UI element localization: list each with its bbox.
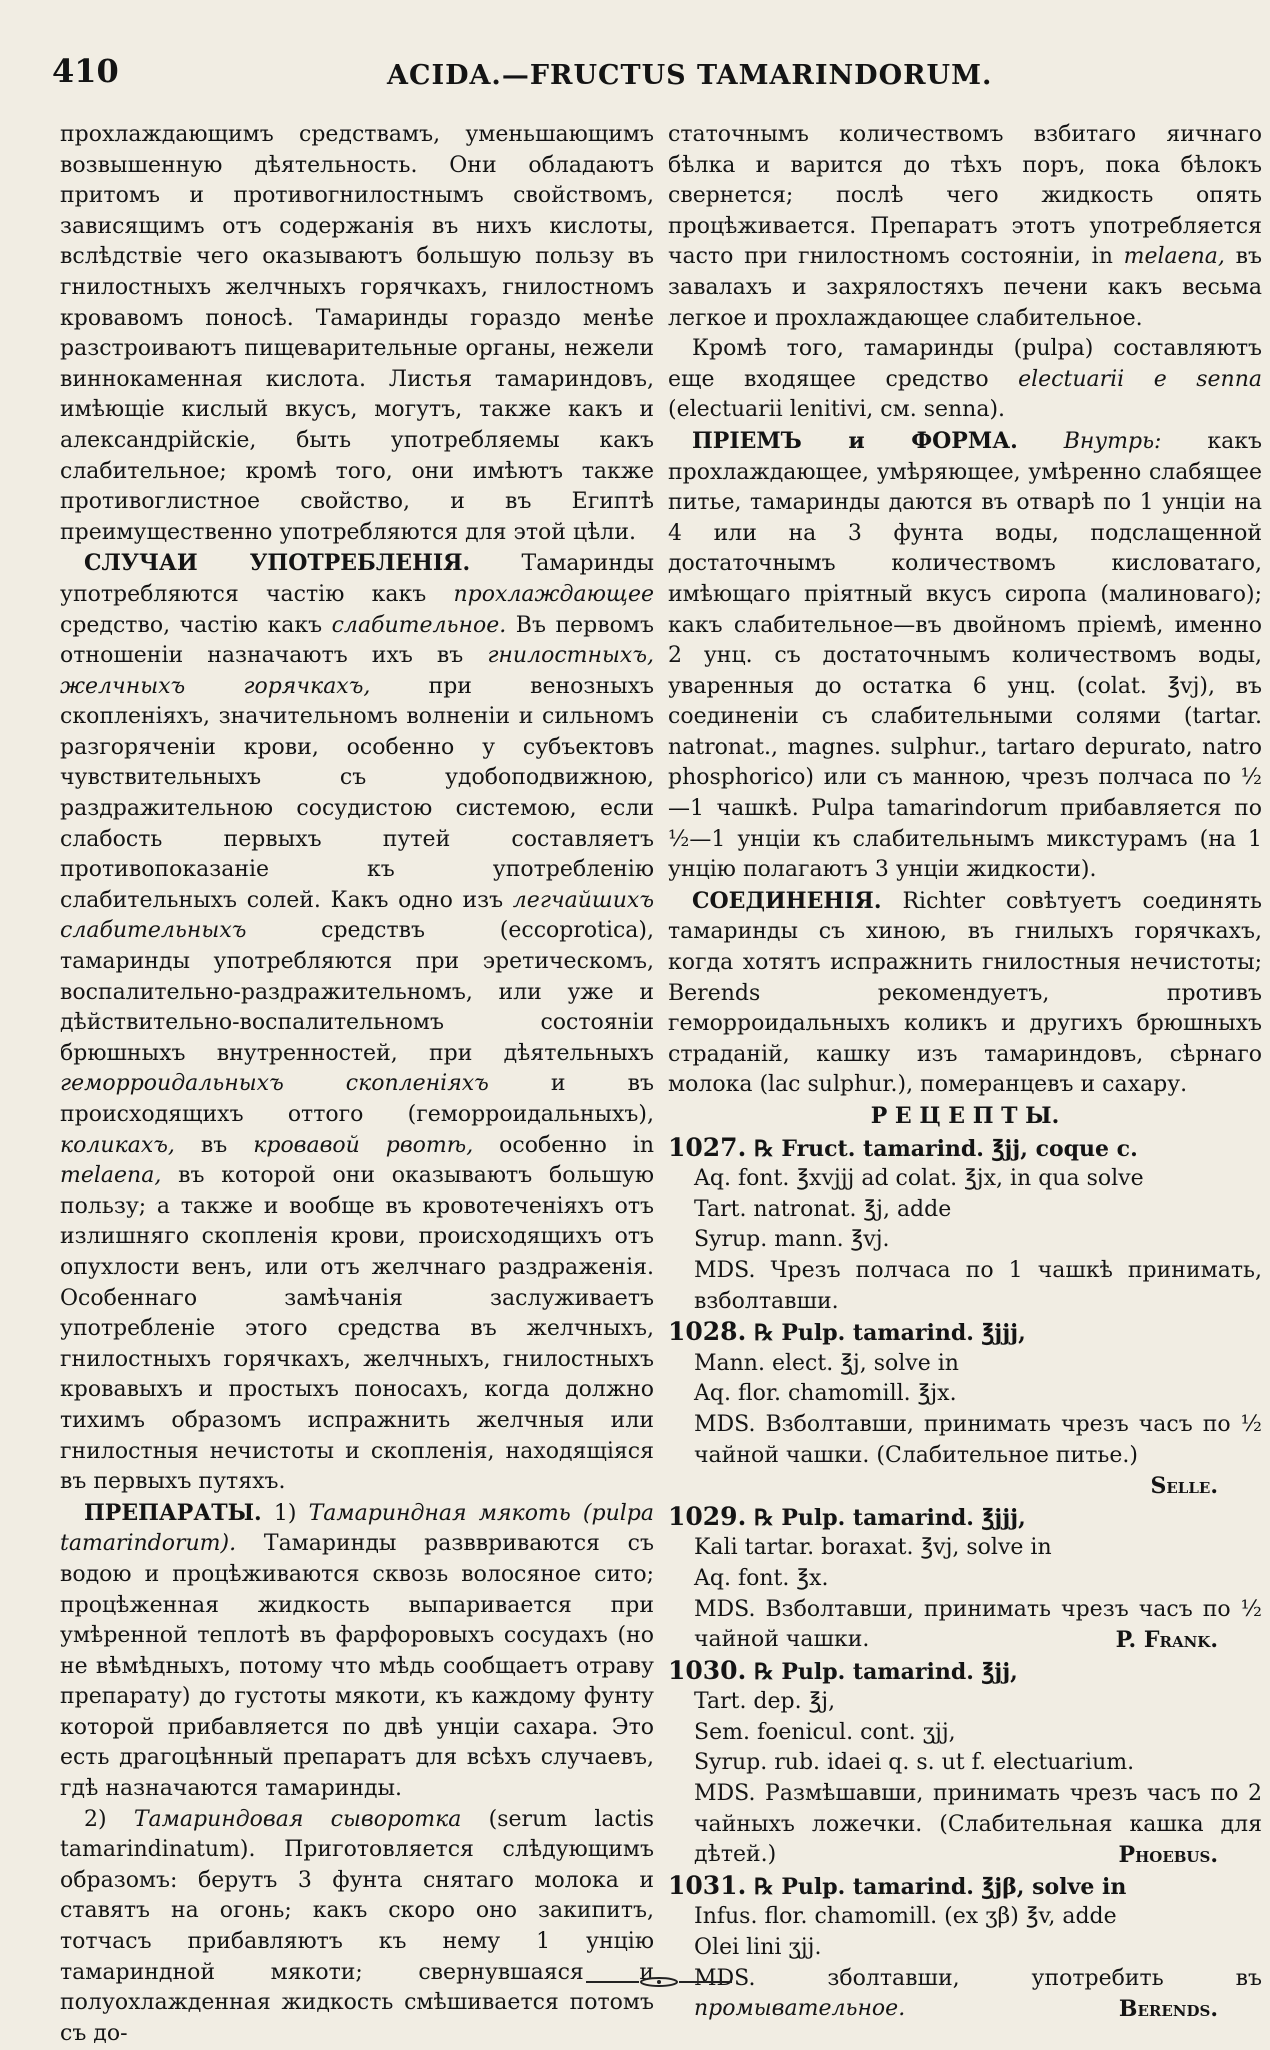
paragraph-dosage: ПРІЕМЪ и ФОРМА. Внутрь: какъ прохлаждающее, умѣряющее, умѣренно слабящее питье, тамаринды даются въ отварѣ по 1 унціи на 4 или на 3 фунта воды, подслащенной достаточнымъ количествомъ кисловатаго, имѣющаго пріятный вкусъ сиропа (малиноваго); какъ слабительное—въ двойномъ пріемѣ, именно 2 унц. съ достаточнымъ количествомъ воды, уваренныя до остатка 6 унц. (colat. ℥vj), въ соединеніи съ слабительными солями (tartar. natronat., magnes. sulphur., tartaro depurato, natro phosphorico) или съ манною, чрезъ полчаса по ½—1 чашкѣ. Pulpa tamarindorum прибавляется по ½—1 унціи къ слабительнымъ микстурамъ (на 1 унцію полагаютъ 3 унціи жидкости). xyxy=(668,427,1263,883)
paragraph-usage: СЛУЧАИ УПОТРЕБЛЕНІЯ. Тамаринды употребляются частію какъ прохлаждающее средство, частію какъ слабительное. Въ первомъ отношеніи назначаютъ ихъ въ гнилостныхъ, желчныхъ горячкахъ, при венозныхъ скопленіяхъ, значительномъ волненіи и сильномъ разгоряченіи крови, особенно у субъектовъ чувствительныхъ съ удобоподвижною, раздражительною сосудистою системою, если слабость первыхъ путей составляетъ противопоказаніе къ употребленію слабительныхъ солей. Какъ одно изъ легчайшихъ слабительныхъ средствъ (eccoprotica), тамаринды употребляются при эретическомъ, воспалительно-раздражительномъ, или уже и дѣйствительно-воспалительномъ состояніи брюшныхъ внутренностей, при дѣятельныхъ геморроидальныхъ скопленіяхъ и въ происходящихъ оттого (геморроидальныхъ), коликахъ, въ кровавой рвотѣ, особенно in melaena, въ которой они оказываютъ большую пользу; а также и вообще въ кровотеченіяхъ отъ излишняго скопленія крови, происходящихъ отъ опухлости венъ, или отъ желчнаго раздраженія. Особеннаго замѣчанія заслуживаетъ употребленіе этого средства въ желчныхъ, гнилостныхъ горячкахъ, желчныхъ, гнилостныхъ кровавыхъ и простыхъ поносахъ, когда должно тихимъ образомъ испражнить желчныя или гнилостныя нечистоты и скопленія, находящіяся въ первыхъ путяхъ. xyxy=(60,550,654,1495)
recipe-author: P. Frank. xyxy=(1115,1627,1218,1654)
page-header xyxy=(52,52,1232,100)
running-title: ACIDA.—FRUCTUS TAMARINDORUM. xyxy=(387,60,993,91)
recipe-1028: 1028. ℞ Pulp. tamarind. ℥jjj, Mann. elect. ℥j, solve in Aq. flor. chamomill. ℥jx. MDS. Взболтавши, принимать чрезъ часъ по ½ чайной чашки. (Слабительное питье.) Selle. xyxy=(668,1317,1262,1502)
recipe-1027: 1027. ℞ Fruct. tamarind. ℥jj, coque c. Aq. font. ℥xvjjj ad colat. ℥jx, in qua solve Tart. natronat. ℥j, adde Syrup. mann. ℥vj. MDS. Чрезъ полчаса по 1 чашкѣ принимать, взболтавши. xyxy=(668,1132,1262,1314)
end-ornament xyxy=(584,1974,734,1990)
recipe-author: Selle. xyxy=(1150,1473,1218,1500)
recipe-1030: 1030. ℞ Pulp. tamarind. ℥jj, Tart. dep. ℥j, Sem. foenicul. cont. ʒjj, Syrup. rub. idaei q. s. ut f. electuarium. MDS. Размѣшавши, принимать чрезъ часъ по 2 чайныхъ ложечки. (Слабительная кашка для дѣтей.) Phoebus. xyxy=(668,1656,1262,1871)
paragraph: статочнымъ количествомъ взбитаго яичнаго бѣлка и варится до тѣхъ поръ, пока бѣлокъ свернется; послѣ чего жидкость опять процѣживается. Препаратъ этотъ употребляется часто при гнилостномъ состояніи, in melaena, въ завалахъ и захрялостяхъ печени какъ весьма легкое и прохлаждающее слабительное. xyxy=(668,122,1262,331)
ornament-icon xyxy=(584,1974,734,1990)
section-heading-dosage: ПРІЕМЪ и ФОРМА. xyxy=(692,427,1018,454)
paragraph-serum: 2) Тамариндовая сыворотка (serum lactis tamarindinatum). Приготовляется слѣдующимъ образомъ: берутъ 3 фунта снятаго молока и ставятъ на огонь; какъ скоро оно закипитъ, тотчасъ прибавляютъ къ нему 1 унцію тамариндной мякоти; свернувшаяся и полуохлажденная жидкость смѣшивается потомъ съ до- xyxy=(60,1806,654,2046)
paragraph: Кромѣ того, тамаринды (pulpa) составляютъ еще входящее средство electuarii e senna (electuarii lenitivi, см. senna). xyxy=(668,336,1262,423)
left-column xyxy=(60,120,654,2049)
section-heading-usage: СЛУЧАИ УПОТРЕБЛЕНІЯ. xyxy=(84,550,471,577)
paragraph-preparations: ПРЕПАРАТЫ. 1) Тамариндная мякоть (pulpa tamarindorum). Тамаринды разввриваются съ водою и процѣживаются сквозь волосяное сито; процѣженная жидкость выпаривается при умѣренной теплотѣ въ фарфоровыхъ сосудахъ (но не вѣмѣдныхъ, потому что мѣдь сообщаетъ отраву препарату) до густоты мякоти, къ каждому фунту которой прибавляется по двѣ унціи сахара. Это есть драгоцѣнный препаратъ для всѣхъ случаевъ, гдѣ назначаются тамаринды. xyxy=(60,1499,654,1802)
recipe-author: Phoebus. xyxy=(1118,1842,1218,1869)
recipe-author: Berends. xyxy=(1118,1996,1218,2023)
paragraph: прохлаждающимъ средствамъ, уменьшающимъ возвышенную дѣятельность. Они обладаютъ притомъ и противогнилостнымъ свойствомъ, зависящимъ отъ содержанія въ нихъ кислоты, вслѣдствіе чего оказываютъ большую пользу въ гнилостныхъ желчныхъ горячкахъ, гнилостномъ кровавомъ поносѣ. Тамаринды гораздо менѣе разстроиваютъ пищеварительные органы, нежели виннокаменная кислота. Листья тамариндовъ, имѣющіе кислый вкусъ, могутъ, также какъ и александрійскіе, быть употребляемы какъ слабительное; кромѣ того, они имѣютъ также противоглистное свойство, и въ Египтѣ преимущественно употребляются для этой цѣли. xyxy=(60,122,654,545)
recipe-1029: 1029. ℞ Pulp. tamarind. ℥jjj, Kali tartar. boraxat. ℥vj, solve in Aq. font. ℥x. MDS. Взболтавши, принимать чрезъ часъ по ½ чайной чашки. P. Frank. xyxy=(668,1502,1262,1656)
paragraph-combinations: СОЕДИНЕНІЯ. Richter совѣтуетъ соединять тамаринды съ хиною, въ гнилыхъ горячкахъ, когда хотятъ испражнить гнилостныя нечистоты; Berends рекомендуетъ, противъ геморроидальныхъ коликъ и другихъ брюшныхъ страданій, кашку изъ тамариндовъ, сѣрнаго молока (lac sulphur.), померанцевъ и сахару. xyxy=(668,887,1262,1098)
page-number: 410 xyxy=(52,52,119,90)
section-heading-combinations: СОЕДИНЕНІЯ. xyxy=(692,887,882,914)
right-column xyxy=(668,120,1262,2025)
recipe-1031: 1031. ℞ Pulp. tamarind. ℥jβ, solve in Infus. flor. chamomill. (ex ʒβ) ℥v, adde Olei lini ʒjj. MDS. зболтавши, употребить въ промывательное. Berends. xyxy=(668,1871,1262,2025)
section-heading-preparations: ПРЕПАРАТЫ. xyxy=(84,1499,262,1526)
recipes-title: Р Е Ц Е П Т Ы. xyxy=(870,1103,1060,1129)
